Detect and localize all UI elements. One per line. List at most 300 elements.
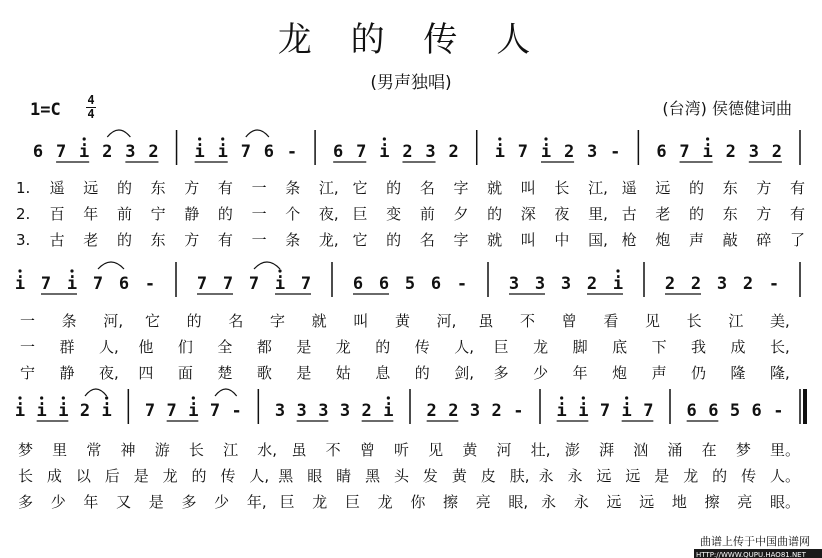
note: -	[144, 274, 156, 294]
octave-dot	[221, 137, 224, 140]
lyric-syllable: 字	[453, 231, 469, 249]
lyric-syllable: 里。	[770, 441, 801, 459]
lyric-syllable: 一	[251, 231, 267, 249]
lyric-syllable: 美,	[770, 312, 790, 330]
lyric-syllable: 条	[61, 312, 77, 330]
lyric-syllable: 前	[419, 205, 435, 223]
lyric-syllable: 远	[83, 179, 99, 197]
lyric-syllable: 曾	[359, 441, 375, 459]
lyric-syllable: 亮	[737, 493, 753, 511]
lyric-syllable: 永	[541, 493, 557, 511]
lyric-syllable: 前	[116, 205, 132, 223]
lyric-syllable: 不	[520, 312, 536, 330]
lyric-syllable: 宁	[150, 205, 166, 223]
lyric-syllable: 江,	[318, 179, 339, 197]
lyric-syllable: 方	[184, 179, 200, 197]
lyric-syllable: 国,	[588, 231, 608, 249]
note: 7	[643, 401, 654, 421]
lyric-syllable: 后	[104, 467, 120, 485]
lyric-syllable: 成	[730, 338, 746, 356]
note: 2	[402, 142, 413, 162]
lyric-syllable: 头	[394, 467, 410, 485]
note: 2	[361, 401, 372, 421]
lyric-syllable: 肤,	[509, 467, 530, 485]
lyric-syllable: 一	[251, 179, 267, 197]
note: 6	[118, 274, 130, 294]
lyric-syllable: 传	[741, 467, 757, 485]
lyric-syllable: 3.	[16, 231, 31, 249]
lyric-syllable: 古	[621, 205, 637, 223]
lyric-syllable: 游	[154, 441, 170, 459]
lyric-syllable: 里,	[588, 205, 608, 223]
lyric-syllable: 永	[538, 467, 554, 485]
lyric-syllable: 黄	[451, 467, 467, 485]
subtitle: (男声独唱)	[370, 73, 452, 93]
tie-arc	[246, 130, 269, 137]
note: i	[494, 142, 505, 162]
note: -	[286, 142, 298, 162]
note: 2	[563, 142, 575, 162]
lyric-syllable: 壮,	[530, 441, 551, 459]
tie-arc	[215, 389, 237, 396]
note: 3	[274, 401, 286, 421]
note: 2	[79, 401, 91, 421]
note: 7	[92, 274, 104, 294]
lyric-syllable: 眼,	[508, 493, 529, 511]
lyric-syllable: 方	[756, 205, 772, 223]
lyric-syllable: 隆	[730, 364, 746, 382]
lyric-syllable: 它	[352, 179, 368, 197]
note: 3	[339, 401, 351, 421]
note: 7	[517, 142, 529, 162]
note: 2	[448, 142, 459, 162]
lyric-syllable: 息	[375, 364, 391, 382]
note: 5	[404, 274, 416, 294]
octave-dot	[616, 269, 619, 272]
lyric-syllable: 遥	[621, 179, 637, 197]
note: 6	[708, 401, 719, 421]
note: i	[540, 142, 552, 162]
note: 2	[586, 274, 598, 294]
octave-dot	[625, 396, 628, 399]
lyric-syllable: 长	[686, 312, 702, 330]
octave-dot	[83, 137, 86, 140]
lyric-syllable: 江	[728, 312, 744, 330]
note: i	[379, 142, 390, 162]
octave-dot	[40, 396, 43, 399]
lyric-syllable: 枪	[621, 231, 637, 249]
lyric-syllable: 静	[59, 364, 75, 382]
lyric-syllable: 以	[75, 467, 91, 485]
note: 6	[751, 401, 762, 421]
lyric-syllable: 都	[256, 338, 272, 356]
lyric-syllable: 叫	[520, 179, 536, 197]
note: 6	[430, 274, 442, 294]
lyric-syllable: 年	[572, 364, 588, 382]
note: 5	[729, 401, 741, 421]
lyric-syllable: 江,	[588, 179, 608, 197]
lyric-syllable: 是	[148, 493, 164, 511]
note: 2	[690, 274, 702, 294]
tie-arc	[85, 389, 107, 396]
note: 7	[240, 142, 251, 162]
lyric-syllable: 的	[217, 205, 233, 223]
lyric-syllable: 龙	[335, 338, 351, 356]
lyric-syllable: 永	[567, 467, 583, 485]
lyric-syllable: 夜	[554, 205, 570, 223]
lyric-syllable: 虽	[291, 441, 307, 459]
note: i	[14, 274, 26, 294]
lyric-syllable: 的	[689, 179, 705, 197]
watermark-line2: HTTP://WWW.QUPU.HAO81.NET	[696, 551, 806, 558]
lyric-syllable: 老	[655, 205, 671, 223]
lyric-syllable: 东	[150, 231, 166, 249]
lyric-syllable: 你	[410, 493, 426, 511]
note: 2	[742, 274, 754, 294]
note: -	[773, 401, 784, 421]
lyrics-layer	[16, 179, 805, 511]
lyric-syllable: 一	[251, 205, 267, 223]
lyric-syllable: 方	[184, 231, 200, 249]
lyric-syllable: 神	[120, 441, 136, 459]
lyric-syllable: 东	[150, 179, 166, 197]
lyric-syllable: 条	[285, 179, 301, 197]
lyric-syllable: 碎	[756, 231, 772, 249]
lyric-syllable: 地	[671, 493, 687, 511]
lyric-syllable: 年	[83, 205, 99, 223]
note: 7	[248, 274, 260, 294]
octave-dot	[387, 396, 390, 399]
lyric-syllable: 巨	[352, 205, 368, 223]
watermark-line1: 曲谱上传于中国曲谱网	[700, 535, 810, 548]
lyric-syllable: 长	[554, 179, 570, 197]
lyric-syllable: 是	[654, 467, 670, 485]
note: i	[556, 401, 567, 421]
lyric-syllable: 个	[285, 205, 301, 223]
note: 3	[469, 401, 481, 421]
lyric-syllable: 是	[296, 338, 312, 356]
lyric-syllable: 巨	[279, 493, 295, 511]
lyric-syllable: 夜,	[98, 364, 119, 382]
lyric-syllable: 远	[655, 179, 671, 197]
lyric-syllable: 仍	[691, 364, 707, 382]
lyric-syllable: 长	[18, 467, 34, 485]
lyric-syllable: 眼。	[770, 493, 801, 511]
lyric-syllable: 它	[145, 312, 161, 330]
lyric-syllable: 少	[214, 493, 230, 511]
note: i	[217, 142, 228, 162]
lyric-syllable: 河,	[103, 312, 124, 330]
lyric-syllable: 水,	[257, 441, 278, 459]
note: 2	[664, 274, 676, 294]
lyric-syllable: 江	[223, 441, 239, 459]
lyric-syllable: 龙	[683, 467, 699, 485]
lyric-syllable: 汹	[633, 441, 649, 459]
note: 3	[318, 401, 329, 421]
note: 6	[686, 401, 697, 421]
lyric-syllable: 的	[375, 338, 391, 356]
lyric-syllable: 东	[722, 179, 738, 197]
note: 3	[125, 142, 136, 162]
lyric-syllable: 条	[285, 231, 301, 249]
lyric-syllable: 眼	[307, 467, 323, 485]
lyric-syllable: 年,	[246, 493, 267, 511]
lyric-syllable: 敲	[722, 231, 738, 249]
lyric-syllable: 炮	[612, 364, 628, 382]
note: 7	[599, 401, 611, 421]
lyric-syllable: 炮	[655, 231, 671, 249]
octave-dot	[582, 396, 585, 399]
lyric-syllable: 传	[220, 467, 236, 485]
lyric-syllable: 涌	[667, 441, 683, 459]
lyric-syllable: 常	[86, 441, 102, 459]
lyric-syllable: 皮	[480, 467, 496, 485]
lyric-syllable: 的	[116, 179, 132, 197]
octave-dot	[198, 137, 201, 140]
octave-dot	[560, 396, 563, 399]
lyric-syllable: 姑	[335, 364, 351, 382]
note: i	[194, 142, 205, 162]
note: 3	[534, 274, 546, 294]
lyric-syllable: 2.	[16, 205, 31, 223]
lyric-syllable: 龙,	[318, 231, 339, 249]
lyric-syllable: 叫	[520, 231, 536, 249]
lyric-syllable: 面	[177, 364, 193, 382]
note: 2	[491, 401, 502, 421]
note: 6	[656, 142, 667, 162]
note: i	[612, 274, 624, 294]
lyric-syllable: 字	[270, 312, 286, 330]
lyric-syllable: 年	[83, 493, 99, 511]
lyric-syllable: 名	[228, 312, 244, 330]
lyric-syllable: 下	[651, 338, 667, 356]
note: 3	[587, 142, 598, 162]
lyric-syllable: 传	[414, 338, 430, 356]
lyric-syllable: 人,	[249, 467, 270, 485]
lyric-syllable: 东	[722, 205, 738, 223]
lyric-syllable: 看	[603, 312, 619, 330]
tie-arc	[107, 130, 130, 137]
lyric-syllable: 的	[186, 312, 202, 330]
lyric-syllable: 它	[352, 231, 368, 249]
watermark	[682, 534, 822, 558]
lyric-syllable: 龙	[162, 467, 178, 485]
note: 3	[748, 142, 759, 162]
lyric-syllable: 多	[181, 493, 197, 511]
song-title: 龙 的 传 人	[277, 20, 545, 60]
note: -	[231, 401, 242, 421]
octave-dot	[70, 269, 73, 272]
lyric-syllable: 静	[184, 205, 200, 223]
lyric-syllable: 字	[453, 179, 469, 197]
note: 2	[725, 142, 736, 162]
lyric-syllable: 有	[790, 205, 806, 223]
note: i	[274, 274, 286, 294]
note: 3	[425, 142, 436, 162]
lyric-syllable: 遥	[49, 179, 65, 197]
note: 6	[333, 142, 344, 162]
tie-arc	[254, 262, 280, 269]
octave-dot	[18, 396, 21, 399]
lyric-syllable: 声	[689, 231, 705, 249]
note: 7	[356, 142, 367, 162]
lyric-syllable: 名	[419, 231, 435, 249]
lyric-syllable: 1.	[16, 179, 31, 197]
lyric-syllable: 见	[645, 312, 661, 330]
note: -	[610, 142, 621, 162]
lyric-syllable: 声	[651, 364, 667, 382]
note: 3	[560, 274, 572, 294]
lyric-syllable: 四	[138, 364, 154, 382]
time-signature-top: 4	[87, 93, 95, 107]
lyric-syllable: 长	[188, 441, 204, 459]
lyric-syllable: 一	[20, 312, 36, 330]
lyric-syllable: 见	[428, 441, 444, 459]
octave-dot	[706, 137, 709, 140]
note: 7	[55, 142, 67, 162]
lyric-syllable: 巨	[493, 338, 509, 356]
note: 7	[40, 274, 52, 294]
lyric-syllable: 的	[116, 231, 132, 249]
lyric-syllable: 就	[487, 179, 503, 197]
lyric-syllable: 隆,	[770, 364, 790, 382]
note: 2	[102, 142, 113, 162]
note: 7	[144, 401, 156, 421]
octave-dot	[278, 269, 281, 272]
lyric-syllable: 的	[689, 205, 705, 223]
note: 3	[296, 401, 307, 421]
lyric-syllable: 里	[52, 441, 68, 459]
lyric-syllable: 群	[59, 338, 75, 356]
lyric-syllable: 黄	[395, 312, 411, 330]
note: 7	[196, 274, 208, 294]
note: 2	[771, 142, 783, 162]
lyric-syllable: 黑	[365, 467, 381, 485]
lyric-syllable: 又	[116, 493, 132, 511]
lyric-syllable: 脚	[572, 338, 588, 356]
lyric-syllable: 少	[533, 364, 549, 382]
time-signature-bottom: 4	[87, 107, 95, 121]
lyric-syllable: 远	[606, 493, 622, 511]
lyric-syllable: 在	[701, 441, 717, 459]
lyric-syllable: 人。	[770, 467, 801, 485]
lyric-syllable: 一	[20, 338, 36, 356]
lyric-syllable: 我	[691, 338, 707, 356]
lyric-syllable: 变	[386, 205, 402, 223]
octave-dot	[498, 137, 501, 140]
lyric-syllable: 发	[422, 467, 438, 485]
lyric-syllable: 就	[311, 312, 327, 330]
note: i	[58, 401, 69, 421]
note: 7	[300, 274, 312, 294]
lyric-syllable: 是	[133, 467, 149, 485]
octave-dot	[544, 137, 547, 140]
lyric-syllable: 夜,	[318, 205, 339, 223]
lyric-syllable: 有	[217, 179, 233, 197]
lyric-syllable: 的	[414, 364, 430, 382]
lyric-syllable: 古	[49, 231, 65, 249]
note: i	[79, 142, 90, 162]
note: i	[621, 401, 632, 421]
lyric-syllable: 是	[296, 364, 312, 382]
note: i	[101, 401, 112, 421]
lyric-syllable: 了	[790, 231, 806, 249]
lyric-syllable: 的	[712, 467, 728, 485]
note: i	[66, 274, 78, 294]
lyric-syllable: 龙	[377, 493, 393, 511]
octave-dot	[192, 396, 195, 399]
lyric-syllable: 成	[46, 467, 62, 485]
note: -	[456, 274, 468, 294]
lyric-syllable: 就	[487, 231, 503, 249]
lyric-syllable: 多	[18, 493, 34, 511]
lyric-syllable: 河,	[436, 312, 457, 330]
note: 6	[263, 142, 275, 162]
note: 7	[166, 401, 177, 421]
lyric-syllable: 梦	[735, 441, 751, 459]
note: 6	[378, 274, 390, 294]
composer-credit: (台湾) 侯德健词曲	[662, 99, 792, 118]
lyric-syllable: 远	[639, 493, 655, 511]
lyric-syllable: 虽	[478, 312, 494, 330]
lyric-syllable: 夕	[453, 205, 469, 223]
lyric-syllable: 亮	[475, 493, 491, 511]
lyric-syllable: 人,	[98, 338, 119, 356]
lyric-syllable: 的	[386, 231, 402, 249]
lyric-syllable: 听	[394, 441, 410, 459]
lyric-syllable: 的	[487, 205, 503, 223]
note: 2	[148, 142, 159, 162]
note: i	[14, 401, 26, 421]
lyric-syllable: 远	[596, 467, 612, 485]
lyric-syllable: 他	[138, 338, 154, 356]
lyric-syllable: 澎	[564, 441, 580, 459]
lyric-syllable: 擦	[443, 493, 459, 511]
lyric-syllable: 方	[756, 179, 772, 197]
lyric-syllable: 百	[49, 205, 65, 223]
note: -	[513, 401, 524, 421]
lyric-syllable: 叫	[353, 312, 369, 330]
lyric-syllable: 的	[386, 179, 402, 197]
note: i	[36, 401, 47, 421]
lyric-syllable: 永	[573, 493, 589, 511]
note: i	[383, 401, 394, 421]
lyric-syllable: 中	[554, 231, 570, 249]
lyric-syllable: 歌	[256, 364, 272, 382]
octave-dot	[383, 137, 386, 140]
note: i	[578, 401, 589, 421]
tie-arc	[98, 262, 124, 269]
octave-dot	[18, 269, 21, 272]
key-signature: 1=C	[30, 100, 61, 120]
note: 2	[426, 401, 437, 421]
lyric-syllable: 远	[625, 467, 641, 485]
note: i	[188, 401, 199, 421]
note: 6	[32, 142, 44, 162]
lyric-syllable: 有	[790, 179, 806, 197]
lyric-syllable: 长,	[770, 338, 790, 356]
lyric-syllable: 河	[496, 441, 512, 459]
lyric-syllable: 剑,	[454, 364, 474, 382]
lyric-syllable: 们	[177, 338, 193, 356]
lyric-syllable: 的	[191, 467, 207, 485]
lyric-syllable: 少	[50, 493, 66, 511]
note: 7	[209, 401, 221, 421]
note: 3	[508, 274, 520, 294]
lyric-syllable: 曾	[561, 312, 577, 330]
notation-layer	[15, 130, 805, 424]
lyric-syllable: 深	[520, 205, 536, 223]
